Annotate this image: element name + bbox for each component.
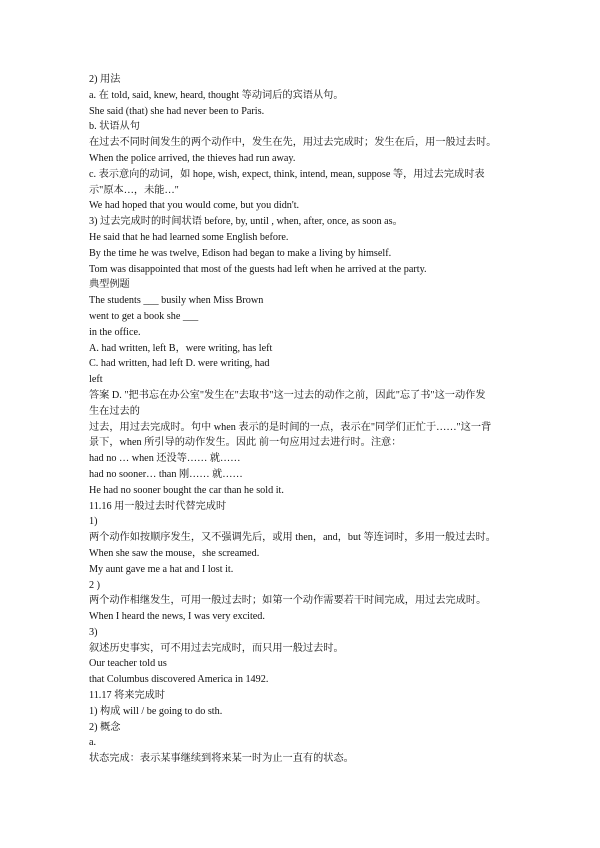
answer-explanation: 过去，用过去完成时。句中 when 表示的是时间的一点，表示在"同学们正忙于……"这一背 xyxy=(89,421,492,433)
question-text: in the office. xyxy=(89,326,141,338)
note-pattern: had no … when 还没等…… 就…… xyxy=(89,453,241,465)
note-pattern: had no sooner… than 刚…… 就…… xyxy=(89,468,243,480)
answer-option: C. had written, had left D. were writing, had xyxy=(89,358,270,370)
answer-explanation: 景下，when 所引导的动作发生。因此 前一句应用过去进行时。注意： xyxy=(89,437,402,449)
example-sentence: She said (that) she had never been to Paris. xyxy=(89,105,265,117)
point-letter: a. xyxy=(89,737,97,749)
rule-text: 两个动作相继发生，可用一般过去时；如第一个动作需要若干时间完成，用过去完成时。 xyxy=(89,595,487,607)
usage-b-text: 在过去不同时间发生的两个动作中，发生在先，用过去完成时；发生在后，用一般过去时。 xyxy=(89,137,497,149)
example-sentence: He said that he had learned some English before. xyxy=(89,231,289,243)
example-sentence: When she saw the mouse，she screamed. xyxy=(89,547,260,559)
time-adverbials-heading: 3) 过去完成时的时间状语 before, by, until , when, after, once, as soon as。 xyxy=(89,216,403,228)
example-sentence: Our teacher told us xyxy=(89,658,167,670)
typical-examples-heading: 典型例题 xyxy=(89,279,130,291)
example-sentence: When I heard the news, I was very excited. xyxy=(89,611,265,623)
answer-explanation: 生在过去的 xyxy=(89,405,140,417)
section-heading-11-16: 11.16 用一般过去时代替完成时 xyxy=(89,500,227,512)
point-number: 1) xyxy=(89,516,98,528)
document-page xyxy=(89,72,529,767)
structure-point: 1) 构成 will / be going to do sth. xyxy=(89,705,223,717)
answer-option: A. had written, left B，were writing, has left xyxy=(89,342,273,354)
example-sentence: By the time he was twelve, Edison had began to make a living by himself. xyxy=(89,247,392,259)
example-sentence: He had no sooner bought the car than he sold it. xyxy=(89,484,284,496)
question-text: went to get a book she ___ xyxy=(89,310,199,322)
point-number: 3) xyxy=(89,626,98,638)
usage-b-heading: b. 状语从句 xyxy=(89,121,140,133)
example-sentence: My aunt gave me a hat and I lost it. xyxy=(89,563,234,575)
section-heading-11-17: 11.17 将来完成时 xyxy=(89,690,166,702)
example-sentence: Tom was disappointed that most of the guests had left when he arrived at the party. xyxy=(89,263,427,275)
answer-option: left xyxy=(89,374,103,386)
usage-a-text: a. 在 told, said, knew, heard, thought 等动词后的宾语从句。 xyxy=(89,89,344,101)
point-number: 2 ) xyxy=(89,579,101,591)
example-sentence: When the police arrived, the thieves had run away. xyxy=(89,152,296,164)
section-heading-usage: 2) 用法 xyxy=(89,74,121,85)
usage-c-text: c. 表示意向的动词，如 hope, wish, expect, think, intend, mean, suppose 等，用过去完成时表 xyxy=(89,168,485,180)
rule-text: 叙述历史事实，可不用过去完成时，而只用一般过去时。 xyxy=(89,642,344,654)
usage-c-text-continued: 示"原本…，未能…" xyxy=(89,184,179,196)
rule-text: 状态完成：表示某事继续到将来某一时为止一直有的状态。 xyxy=(89,753,354,765)
rule-text: 两个动作如按顺序发生，又不强调先后，或用 then，and，but 等连词时，多用一般过去时。 xyxy=(89,532,496,544)
example-sentence: We had hoped that you would come, but you didn't. xyxy=(89,200,300,212)
question-text: The students ___ busily when Miss Brown xyxy=(89,295,264,307)
answer-explanation: 答案 D. "把书忘在办公室"发生在"去取书"这一过去的动作之前，因此"忘了书"这一动作发 xyxy=(89,389,486,401)
example-sentence: that Columbus discovered America in 1492. xyxy=(89,674,269,686)
concept-point: 2) 概念 xyxy=(89,721,121,733)
